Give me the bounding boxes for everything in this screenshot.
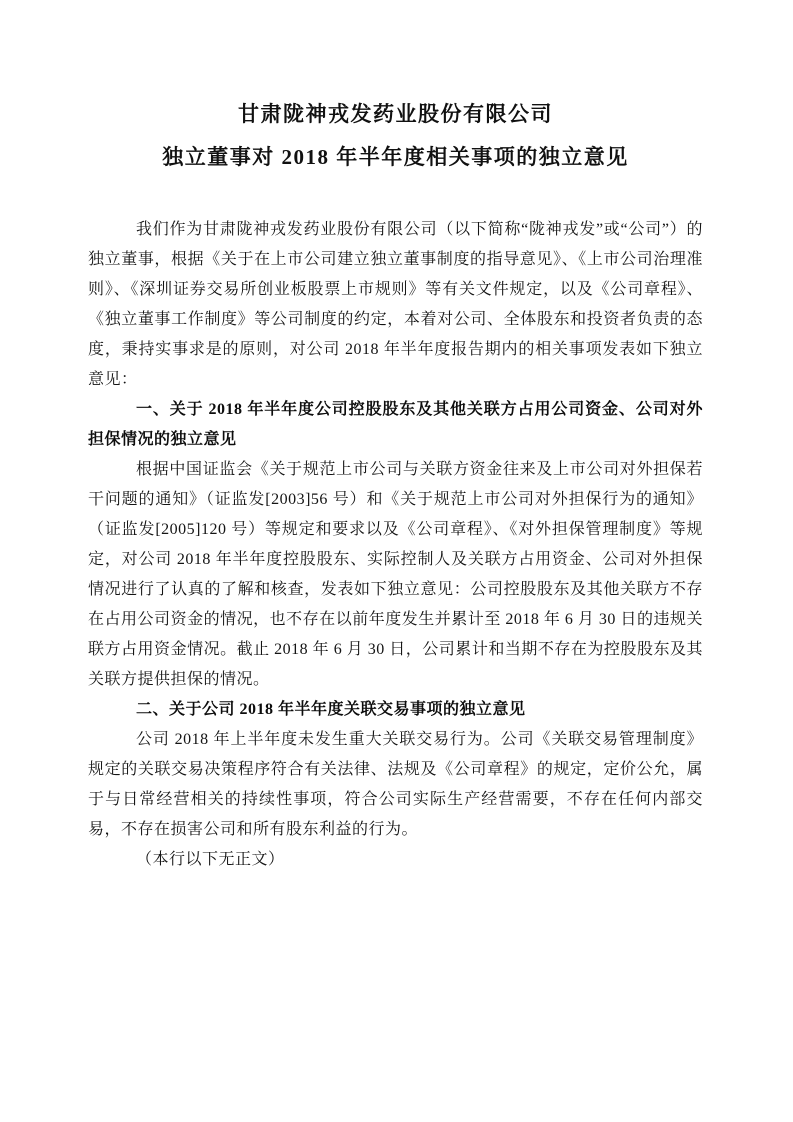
section2-heading: 二、关于公司 2018 年半年度关联交易事项的独立意见 — [136, 701, 526, 718]
document-title-subject: 独立董事对 2018 年半年度相关事项的独立意见 — [162, 145, 629, 169]
section1-paragraph: 根据中国证监会《关于规范上市公司与关联方资金往来及上市公司对外担保若干问题的通知》（证监发[2003]56 号）和《关于规范上市公司对外担保行为的通知》（证监发[2005]120 号）等规定和要求以及《公司章程》、《对外担保管理制度》等规定，对公司 2018 年半年度控股股东、实际控制人及关联方占用资金、公司对外担保情况进行了认真的了解和核查，发表如下独立意见：公司控股股东及其他关联方不存在占用公司资金的情况，也不存在以前年度发生并累计至 2018 年 6 月 30 日的违规关联方占用资金情况。截止 2018 年 6 月 30 日，公司累计和当期不存在为控股股东及其关联方提供担保的情况。 — [88, 461, 703, 688]
section2-paragraph: 公司 2018 年上半年度未发生重大关联交易行为。公司《关联交易管理制度》规定的关联交易决策程序符合有关法律、法规及《公司章程》的规定，定价公允，属于与日常经营相关的持续性事项，符合公司实际生产经营需要，不存在任何内部交易，不存在损害公司和所有股东利益的行为。 — [88, 731, 703, 838]
section1-heading: 一、关于 2018 年半年度公司控股股东及其他关联方占用公司资金、公司对外担保情况的独立意见 — [88, 401, 703, 448]
intro-paragraph: 我们作为甘肃陇神戎发药业股份有限公司（以下简称“陇神戎发”或“公司”）的独立董事，根据《关于在上市公司建立独立董事制度的指导意见》、《上市公司治理准则》、《深圳证券交易所创业板股票上市规则》等有关文件规定，以及《公司章程》、《独立董事工作制度》等公司制度的约定，本着对公司、全体股东和投资者负责的态度，秉持实事求是的原则，对公司 2018 年半年度报告期内的相关事项发表如下独立意见： — [88, 221, 703, 388]
title-block — [88, 93, 703, 179]
document-title-company: 甘肃陇神戎发药业股份有限公司 — [238, 102, 553, 126]
closing-note: （本行以下无正文） — [136, 851, 285, 868]
